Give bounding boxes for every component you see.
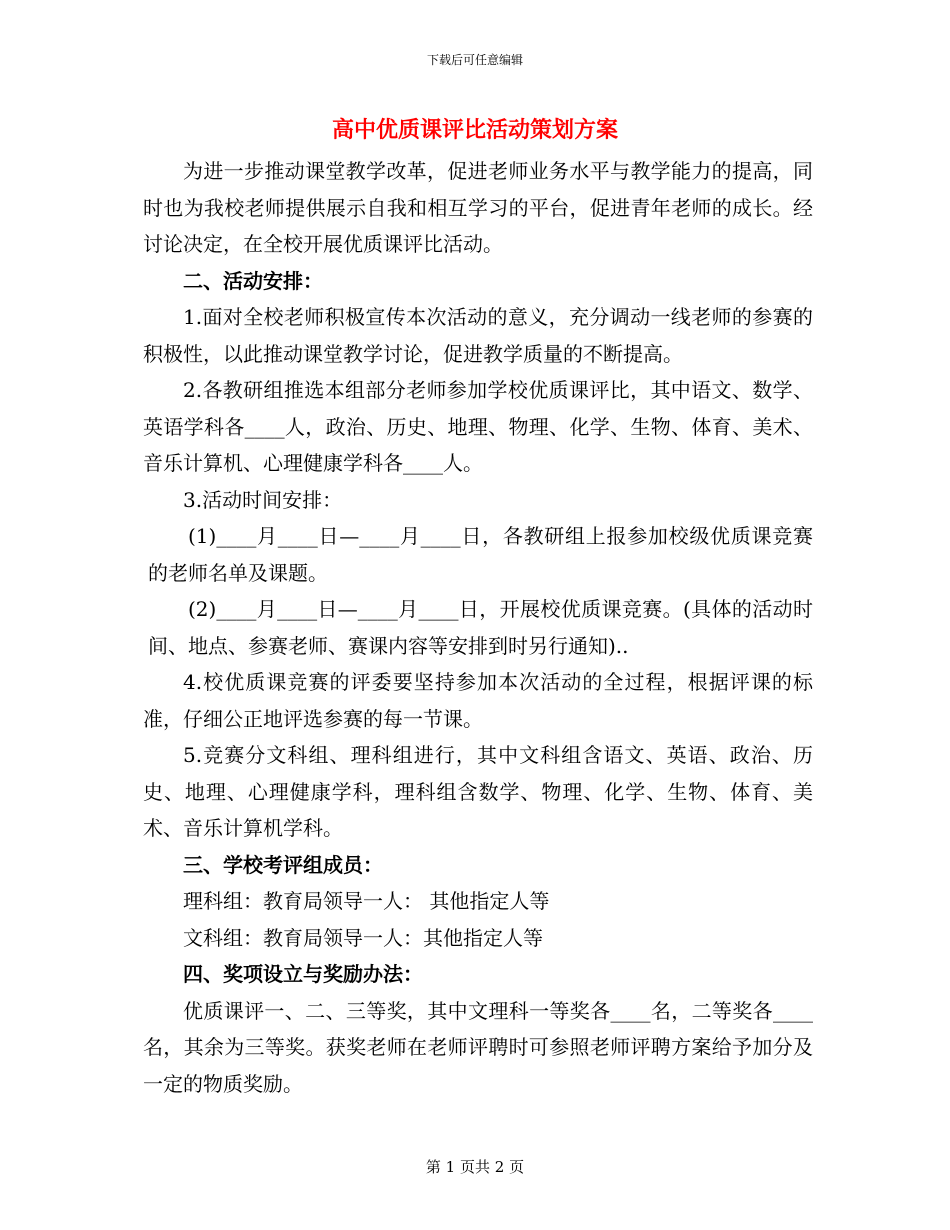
page-header: 下载后可任意编辑: [426, 53, 523, 67]
section-heading-activity-arrangement: 二、活动安排：: [183, 268, 323, 293]
document-body: [143, 153, 813, 1102]
schedule-1-paragraph: (1)____月____日—____月____日，各教研组上报参加校级优质课竞赛的老师名单及课题。: [148, 524, 813, 585]
section-heading-evaluation-team: 三、学校考评组成员：: [183, 852, 383, 877]
science-group-line: 理科组：教育局领导一人： 其他指定人等: [183, 889, 550, 913]
item-2-paragraph: 2.各教研组推选本组部分老师参加学校优质课评比，其中语文、数学、英语学科各____人，政治、历史、地理、物理、化学、生物、体育、美术、音乐计算机、心理健康学科各____人。: [143, 378, 813, 475]
document-title: 高中优质课评比活动策划方案: [331, 117, 618, 143]
liberal-arts-group-line: 文科组：教育局领导一人：其他指定人等: [183, 925, 543, 950]
section-heading-awards: 四、奖项设立与奖励办法：: [183, 962, 423, 986]
awards-paragraph: 优质课评一、二、三等奖，其中文理科一等奖各____名，二等奖各____名，其余为三等奖。获奖老师在老师评聘时可参照老师评聘方案给予加分及一定的物质奖励。: [143, 998, 813, 1096]
item-1-paragraph: 1.面对全校老师积极宣传本次活动的意义，充分调动一线老师的参赛的积极性，以此推动课堂教学讨论，促进教学质量的不断提高。: [143, 305, 813, 366]
schedule-2-paragraph: (2)____月____日—____月____日，开展校优质课竞赛。(具体的活动时间、地点、参赛老师、赛课内容等安排到时另行通知)..: [148, 597, 813, 658]
page-number: 第 1 页共 2 页: [425, 1158, 525, 1176]
item-5-paragraph: 5.竞赛分文科组、理科组进行，其中文科组含语文、英语、政治、历史、地理、心理健康学科，理科组含数学、物理、化学、生物、体育、美术、音乐计算机学科。: [143, 743, 813, 840]
item-3-paragraph: 3.活动时间安排：: [183, 487, 343, 512]
intro-paragraph: 为进一步推动课堂教学改革，促进老师业务水平与教学能力的提高，同时也为我校老师提供展示自我和相互学习的平台，促进青年老师的成长。经讨论决定，在全校开展优质课评比活动。: [143, 159, 813, 256]
item-4-paragraph: 4.校优质课竞赛的评委要坚持参加本次活动的全过程，根据评课的标准，仔细公正地评选参赛的每一节课。: [143, 670, 813, 731]
